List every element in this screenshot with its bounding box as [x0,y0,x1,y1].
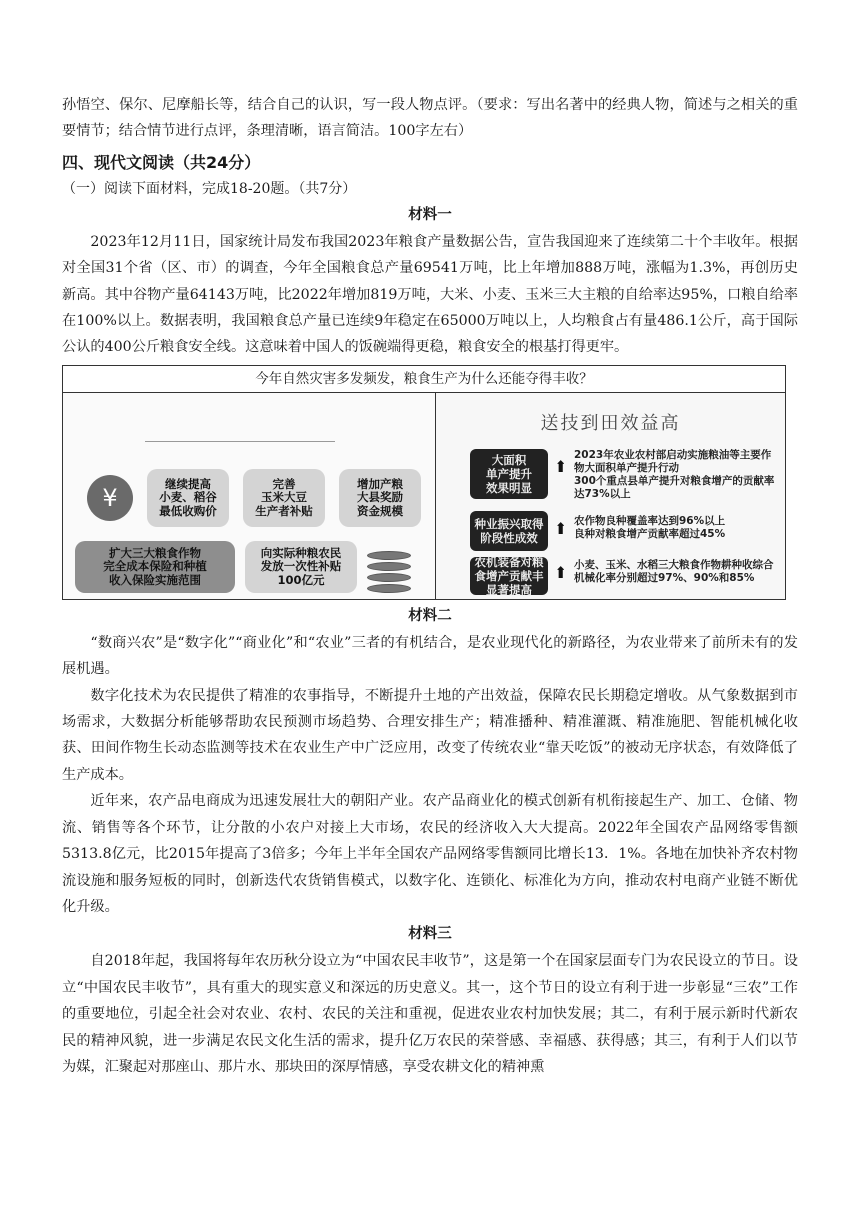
up-arrow-icon: ⬆ [554,562,568,582]
material2-title: 材料二 [408,607,452,624]
result-label: 大面积 单产提升 效果明显 [470,449,548,499]
material3-title: 材料三 [408,926,452,943]
infographic-figure [62,365,786,600]
yuan-coin-icon: ¥ [87,475,133,521]
policy-card: 扩大三大粮食作物 完全成本保险和种植 收入保险实施范围 [75,541,235,593]
material3-paragraph: 自2018年起，我国将每年农历秋分设立为“中国农民丰收节”，这是第一个在国家层面专门为农民设立的节日。设立“中国农民丰收节”，具有重大的现实意义和深远的历史意义。其一，这个节日的设立有利于进一步彰显“三农”工作的重要地位，引起全社会对农业、农村、农民的关注和重视，促进农业农村加快发展；其二，有利于展示新时代新农民的精神风貌，进一步满足农民文化生活的需求，提升亿万农民的荣誉感、幸福感、获得感；其三，有利于人们以节为媒，汇聚起对那座山、那片水、那块田的深厚情感，享受农耕文化的精神熏 [62,953,798,1075]
material2-paragraph: 近年来，农产品电商成为迅速发展壮大的朝阳产业。农产品商业化的模式创新有机衔接起生产、加工、仓储、物流、销售等各个环节，让分散的小农户对接上大市场，农民的经济收入大大提高。2022年全国农产品网络零售额5313.8亿元，比2015年提高了3倍多；今年上半年全国农产品网络零售额同比增长13．1%。各地在加快补齐农村物流设施和服务短板的同时，创新迭代农货销售模式，以数字化、连锁化、标准化为方向，推动农村电商产业链不断优化升级。 [62,793,798,915]
technology-panel [436,393,785,599]
result-detail: 小麦、玉米、水稻三大粮食作物耕种收综合机械化率分别超过97%、90%和85% [574,558,774,584]
coin-stack-icon [367,551,411,591]
policy-card: 增加产粮 大县奖励 资金规模 [339,469,421,527]
figure-caption: 今年自然灾害多发频发，粮食生产为什么还能夺得丰收？ [63,366,785,393]
document-page [62,92,798,1080]
policy-card: 继续提高 小麦、稻谷 最低收购价 [147,469,229,527]
result-detail: 2023年农业农村部启动实施粮油等主要作物大面积单产提升行动 300个重点县单产提升对粮食增产的贡献率达73%以上 [574,448,775,500]
policy-panel [63,393,436,599]
section-instruction: （一）阅读下面材料，完成18-20题。（共7分） [62,180,357,197]
policy-card: 完善 玉米大豆 生产者补贴 [243,469,325,527]
section-heading: 四、现代文阅读（共24分） [62,152,261,172]
material1-title: 材料一 [408,206,452,223]
material1-paragraph: 2023年12月11日，国家统计局发布我国2023年粮食产量数据公告，宣告我国迎来了连续第二十个丰收年。根据对全国31个省（区、市）的调查，今年全国粮食总产量69541万吨，比上年增加888万吨，涨幅为1.3%，再创历史新高。其中谷物产量64143万吨，比2022年增加819万吨，大米、小麦、玉米三大主粮的自给率达95%，口粮自给率在100%以上。数据表明，我国粮食总产量已连续9年稳定在65000万吨以上，人均粮食占有量486.1公斤，高于国际公认的400公斤粮食安全线。这意味着中国人的饭碗端得更稳，粮食安全的根基打得更牢。 [62,233,798,356]
material2-paragraph: 数字化技术为农民提供了精准的农事指导，不断提升土地的产出效益，保障农民长期稳定增收。从气象数据到市场需求，大数据分析能够帮助农民预测市场趋势、合理安排生产；精准播种、精准灌溉、精准施肥、智能机械化收获、田间作物生长动态监测等技术在农业生产中广泛应用，改变了传统农业“靠天吃饭”的被动无序状态，有效降低了生产成本。 [62,687,798,783]
up-arrow-icon: ⬆ [554,456,568,476]
up-arrow-icon: ⬆ [554,518,568,538]
policy-card: 向实际种粮农民 发放一次性补贴 100亿元 [245,541,357,593]
material2-paragraph: “数商兴农”是“数字化”“商业化”和“农业”三者的有机结合，是农业现代化的新路径，为农业带来了前所未有的发展机遇。 [62,634,798,678]
intro-text: 孙悟空、保尔、尼摩船长等，结合自己的认识，写一段人物点评。（要求：写出名著中的经典人物，简述与之相关的重要情节；结合情节进行点评，条理清晰，语言简洁。100字左右） [62,97,798,140]
panel-title: 送技到田效益高 [540,412,681,434]
result-detail: 农作物良种覆盖率达到96%以上 良种对粮食增产贡献率超过45% [574,514,726,540]
result-label: 种业振兴取得 阶段性成效 [470,511,548,551]
divider-line [145,441,335,442]
result-label: 农机装备对粮 食增产贡献丰 显著提高 [470,557,548,595]
